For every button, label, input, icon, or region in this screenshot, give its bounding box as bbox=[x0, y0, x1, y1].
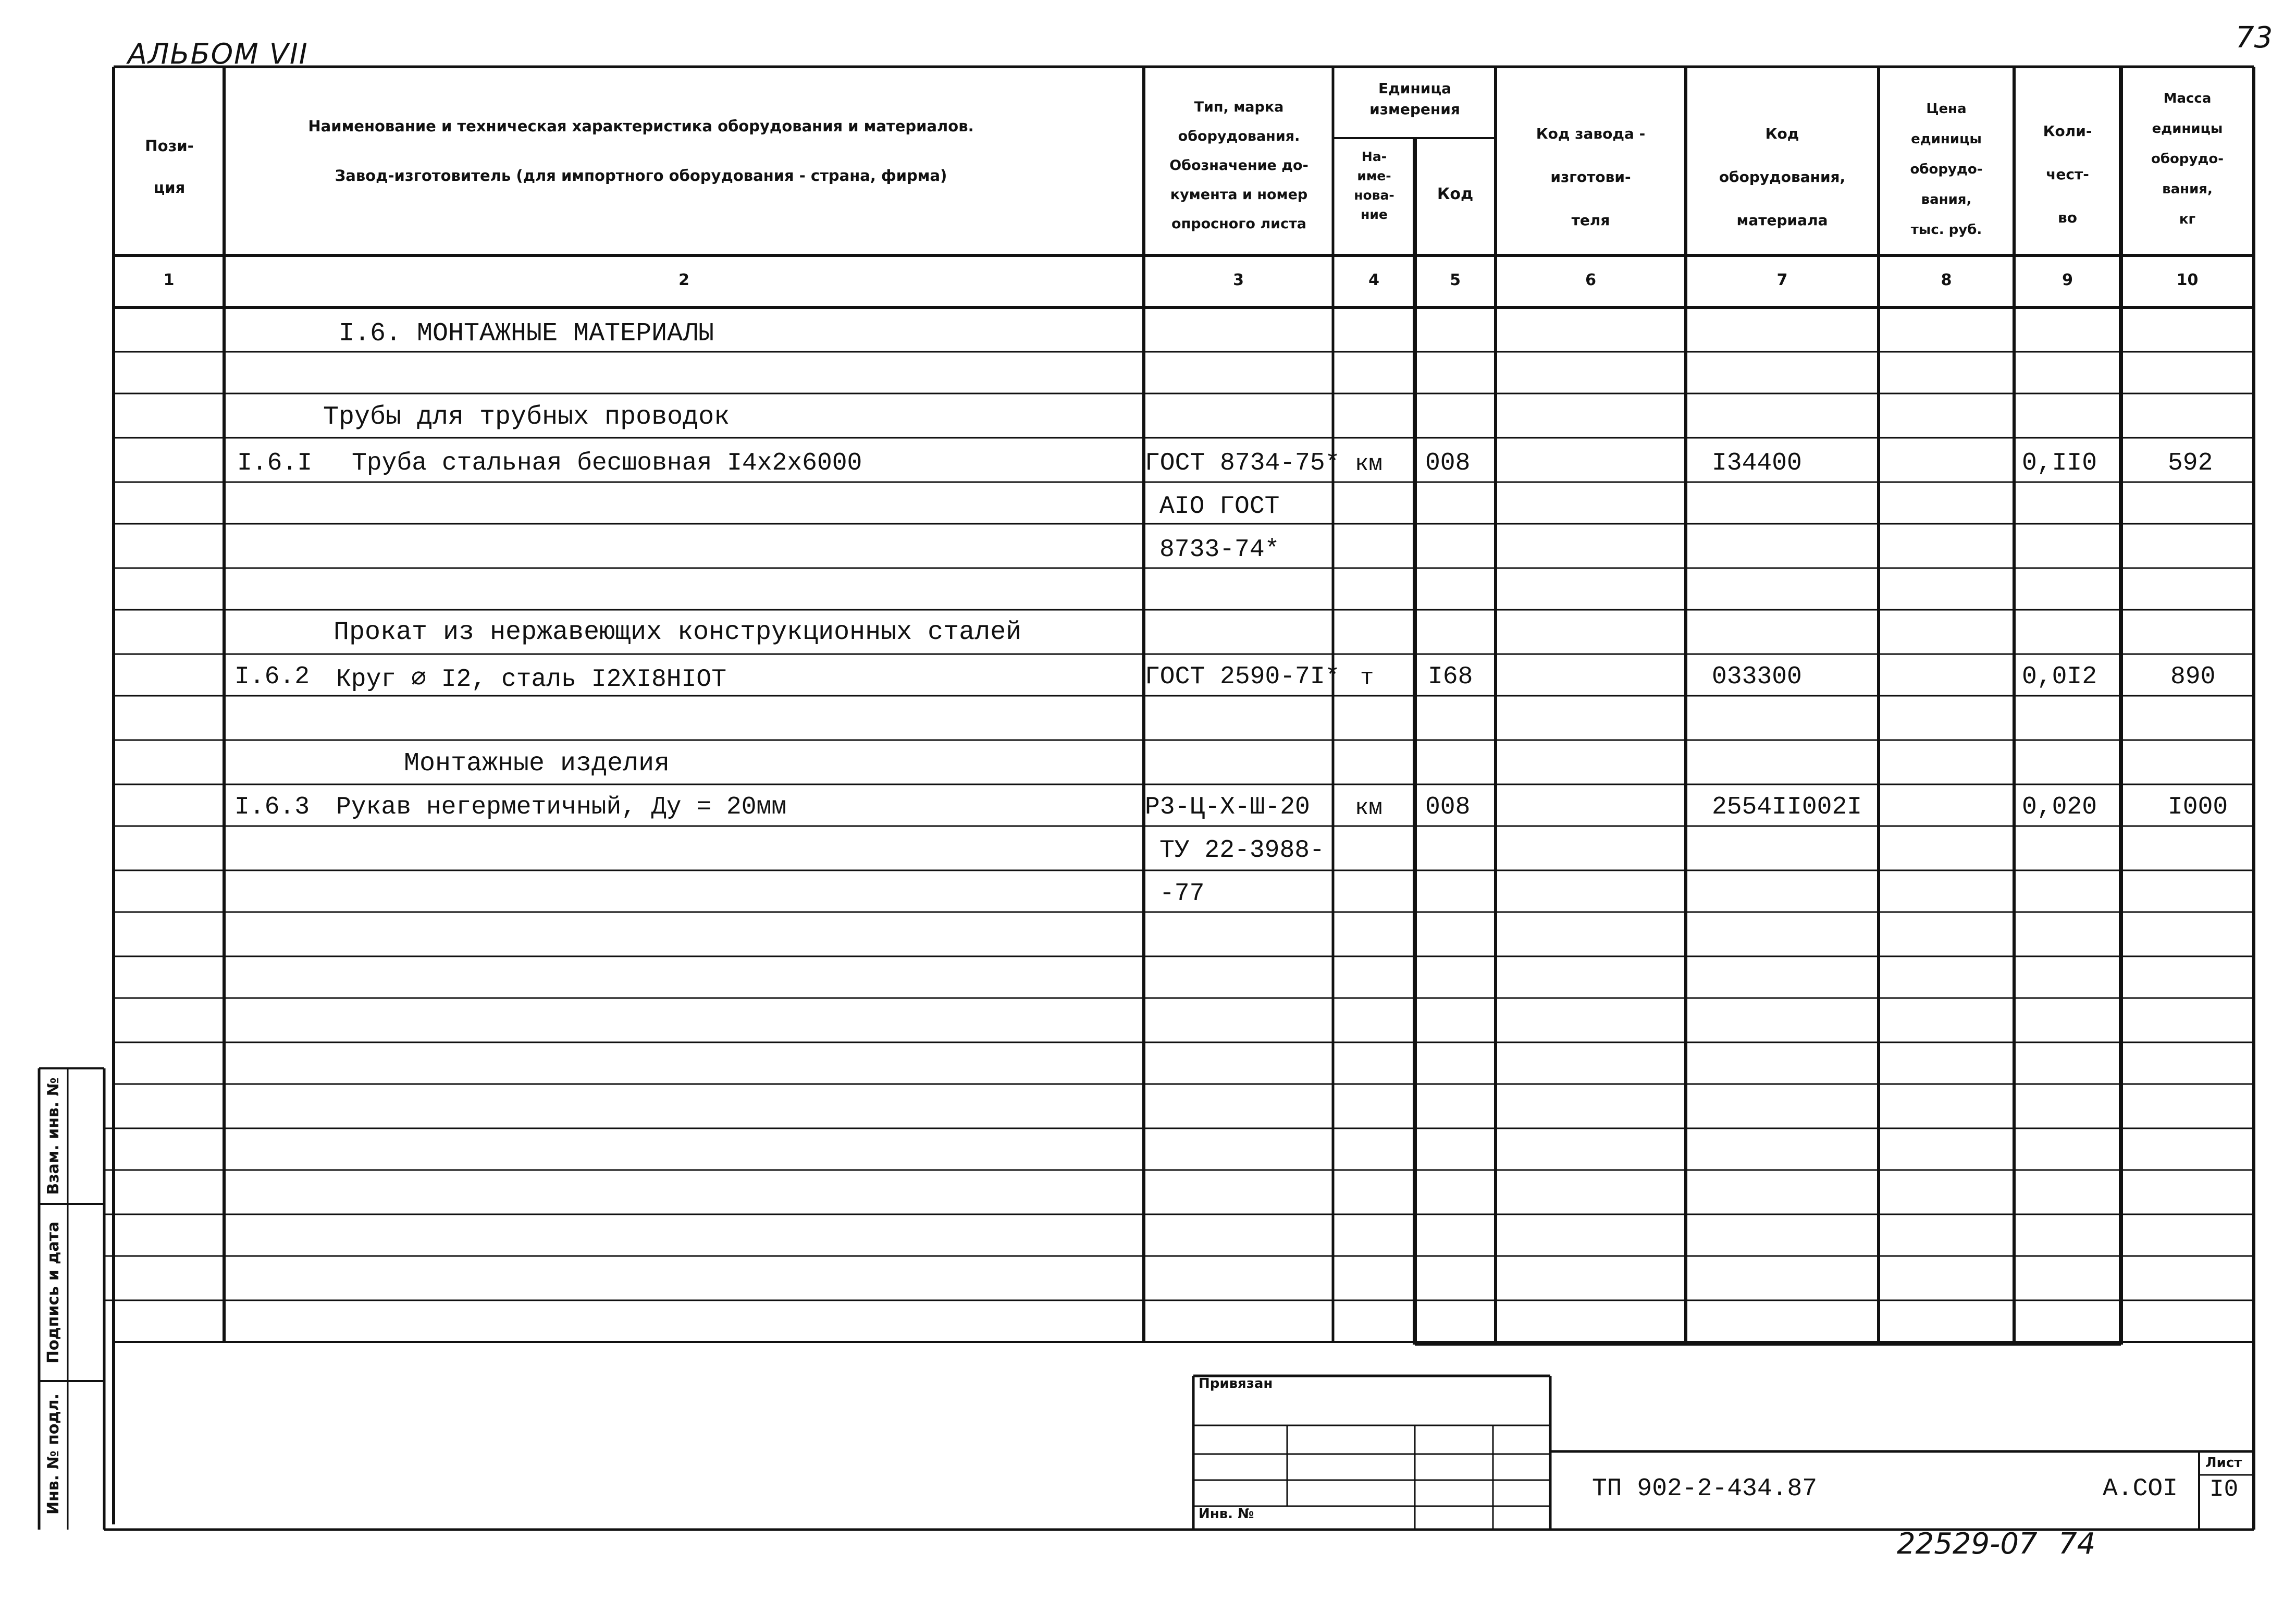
col-number-4: 4 bbox=[1368, 271, 1379, 289]
stamp-sheet-code: A.COI bbox=[2103, 1475, 2178, 1503]
group-heading-steel: Прокат из нержавеющих конструкционных сталей bbox=[334, 618, 1022, 647]
item-material-code: I34400 bbox=[1712, 449, 1802, 477]
item-type-line: ГОСТ 8734-75* bbox=[1145, 449, 1340, 477]
col-header-factory-code: Код завода - изготови- теля bbox=[1536, 125, 1646, 229]
col-number-9: 9 bbox=[2062, 271, 2073, 289]
col-number-7: 7 bbox=[1776, 271, 1788, 289]
section-title: I.6. МОНТАЖНЫЕ МАТЕРИАЛЫ bbox=[339, 319, 714, 349]
item-type-line: 8733-74* bbox=[1159, 536, 1280, 564]
item-unit-code: 008 bbox=[1425, 449, 1471, 477]
item-type-line: -77 bbox=[1159, 880, 1205, 908]
item-unit: км bbox=[1355, 795, 1382, 821]
item-quantity: 0,020 bbox=[2022, 793, 2097, 821]
item-type-line: Р3-Ц-Х-Ш-20 bbox=[1145, 793, 1310, 821]
item-unit-code: I68 bbox=[1428, 663, 1473, 691]
item-unit: т bbox=[1360, 665, 1374, 691]
stamp-doc-code: ТП 902-2-434.87 bbox=[1592, 1475, 1818, 1503]
col-header-unit-group: Единица измерения bbox=[1369, 80, 1460, 118]
item-material-code: 033300 bbox=[1712, 663, 1802, 691]
item-type-line: ГОСТ 2590-7I* bbox=[1145, 663, 1340, 691]
group-heading-pipes: Трубы для трубных проводок bbox=[323, 402, 730, 432]
col-header-price: Цена единицы оборудо- вания, тыс. руб. bbox=[1910, 101, 1983, 238]
item-mass: 592 bbox=[2168, 449, 2213, 477]
col-header-position: Пози- ция bbox=[145, 137, 194, 196]
col-header-type: Тип, марка оборудования. Обозначение до- кумента и номер опросного листа bbox=[1169, 99, 1309, 232]
col-header-name-line1: Наименование и техническая характеристика оборудования и материалов. bbox=[308, 117, 974, 135]
side-stamp-podpis: Подпись и дата bbox=[44, 1221, 63, 1364]
stamp-list-label: Лист bbox=[2205, 1455, 2242, 1471]
col-number-8: 8 bbox=[1941, 271, 1952, 289]
side-stamp-inv-podl: Инв. № подл. bbox=[44, 1393, 63, 1515]
item-name: Труба стальная бесшовная I4х2х6000 bbox=[352, 449, 862, 477]
item-type-line: ТУ 22-3988- bbox=[1159, 836, 1325, 865]
col-number-2: 2 bbox=[678, 271, 689, 289]
item-unit: км bbox=[1355, 451, 1382, 477]
item-position: I.6.I bbox=[237, 449, 313, 477]
col-header-name-line2: Завод-изготовитель (для импортного оборудования - страна, фирма) bbox=[335, 167, 947, 184]
col-number-5: 5 bbox=[1450, 271, 1461, 289]
stamp-list-number: I0 bbox=[2209, 1476, 2239, 1503]
item-quantity: 0,II0 bbox=[2022, 449, 2097, 477]
col-header-unit-code: Код bbox=[1437, 185, 1474, 203]
item-mass: I000 bbox=[2168, 793, 2228, 821]
col-header-mass: Масса единицы оборудо- вания, кг bbox=[2151, 91, 2224, 227]
col-header-quantity: Коли- чест- во bbox=[2043, 122, 2092, 226]
stamp-privyazan: Привязан bbox=[1199, 1376, 1273, 1391]
group-heading-mounting: Монтажные изделия bbox=[404, 749, 670, 779]
item-name: Круг ∅ I2, сталь I2XI8HIOT bbox=[336, 666, 727, 694]
col-header-material-code: Код оборудования, материала bbox=[1719, 125, 1846, 229]
page-number: 73 bbox=[2236, 21, 2273, 55]
item-name: Рукав негерметичный, Ду = 20мм bbox=[336, 793, 787, 821]
item-material-code: 2554II002I bbox=[1712, 793, 1862, 821]
col-header-unit-name: На- име- нова- ние bbox=[1354, 149, 1394, 222]
item-quantity: 0,0I2 bbox=[2022, 663, 2097, 691]
col-number-1: 1 bbox=[163, 271, 175, 289]
item-position: I.6.2 bbox=[234, 663, 310, 691]
side-stamp-vzam: Взам. инв. № bbox=[44, 1077, 63, 1195]
album-label: АЛЬБОМ VII bbox=[128, 38, 308, 70]
item-position: I.6.3 bbox=[234, 793, 310, 821]
archive-number: 22529-07 bbox=[1897, 1527, 2038, 1561]
col-number-10: 10 bbox=[2176, 271, 2199, 289]
item-mass: 890 bbox=[2170, 663, 2216, 691]
stamp-inv-no: Инв. № bbox=[1199, 1506, 1254, 1522]
col-number-6: 6 bbox=[1585, 271, 1596, 289]
handwritten-page: 74 bbox=[2058, 1527, 2096, 1561]
item-unit-code: 008 bbox=[1425, 793, 1471, 821]
col-number-3: 3 bbox=[1233, 271, 1244, 289]
item-type-line: AIO ГОСТ bbox=[1159, 492, 1280, 521]
